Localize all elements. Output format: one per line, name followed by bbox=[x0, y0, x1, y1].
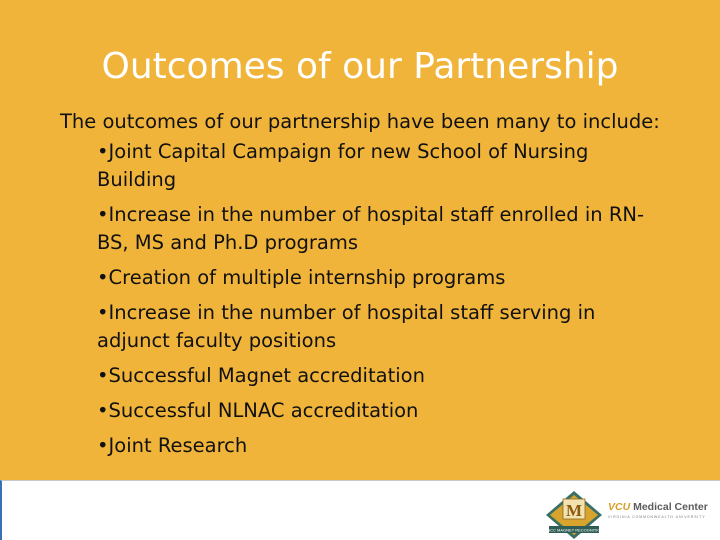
vcu-name: Medical Center bbox=[633, 501, 708, 513]
list-item: • Successful NLNAC accreditation bbox=[97, 397, 657, 425]
magnet-logo bbox=[545, 490, 603, 540]
magnet-caption: ANCC MAGNET RECOGNITION bbox=[545, 527, 603, 533]
list-item: • Successful Magnet accreditation bbox=[97, 362, 657, 390]
vcu-prefix: VCU bbox=[608, 501, 631, 513]
list-item: • Joint Research bbox=[97, 432, 657, 460]
list-item: • Creation of multiple internship programs bbox=[97, 264, 657, 292]
intro-text: The outcomes of our partnership have been many to include: bbox=[60, 110, 660, 133]
list-item: • Increase in the number of hospital staff serving in adjunct faculty positions bbox=[97, 299, 657, 355]
outcomes-list bbox=[97, 138, 657, 467]
slide-title: Outcomes of our Partnership bbox=[101, 46, 619, 87]
vcu-logo-wordmark bbox=[608, 500, 712, 514]
vcu-tagline: VIRGINIA COMMONWEALTH UNIVERSITY bbox=[608, 515, 706, 519]
vcu-medical-center-logo bbox=[608, 500, 712, 524]
magnet-letter: M bbox=[565, 501, 583, 520]
list-item: • Joint Capital Campaign for new School of Nursing Building bbox=[97, 138, 657, 194]
list-item: • Increase in the number of hospital staff enrolled in RN-BS, MS and Ph.D programs bbox=[97, 201, 657, 257]
